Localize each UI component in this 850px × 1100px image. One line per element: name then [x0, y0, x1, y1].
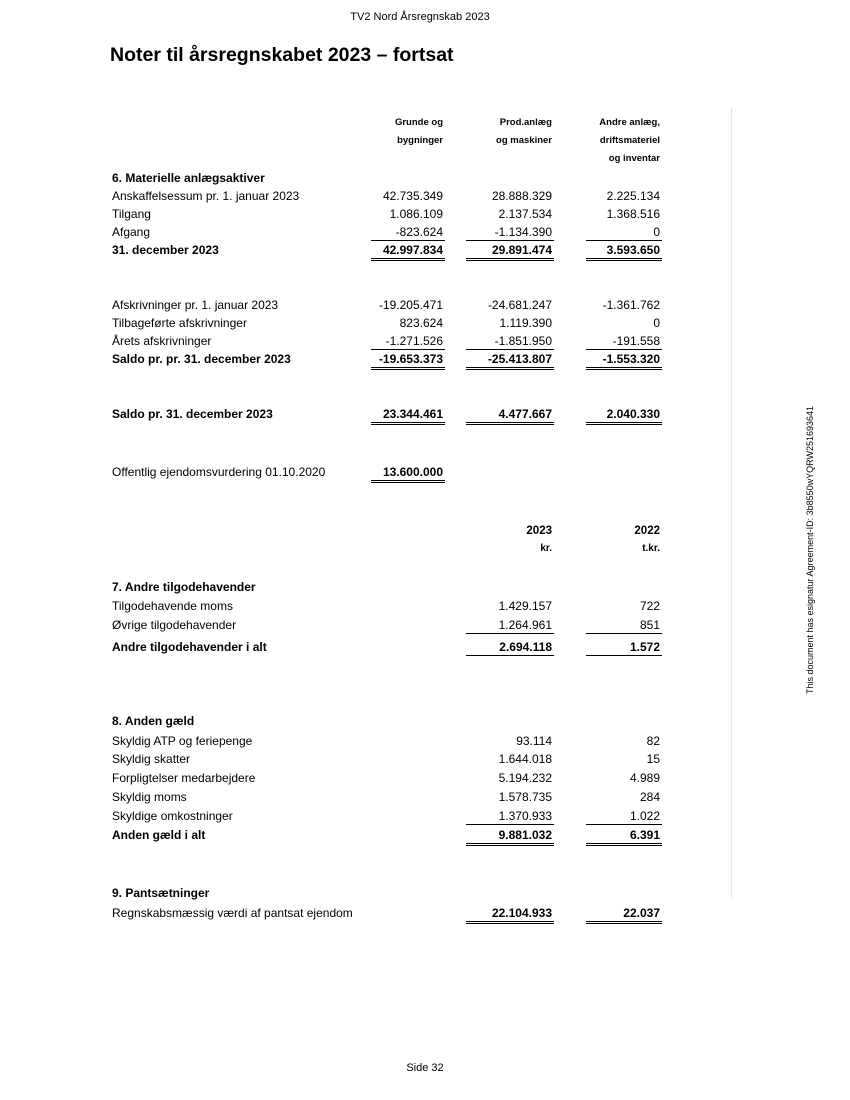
cell-value: 4.989	[629, 771, 660, 785]
cell-value: 1.429.157	[498, 599, 552, 613]
cell-value: 13.600.000	[371, 463, 445, 483]
cell-value: -25.413.807	[466, 350, 554, 370]
row-label: Saldo pr. pr. 31. december 2023	[112, 352, 291, 366]
cell-value: 4.477.667	[466, 405, 554, 425]
cell-value: 6.391	[586, 826, 662, 846]
row-label: Tilgang	[112, 207, 151, 221]
row-label: Afskrivninger pr. 1. januar 2023	[112, 298, 279, 312]
row-label: Regnskabsmæssig værdi af pantsat ejendom	[112, 906, 353, 920]
cell-value: -1.851.950	[466, 332, 554, 350]
row-label: Skyldig skatter	[112, 752, 191, 766]
cell-value: 29.891.474	[466, 241, 554, 261]
cell-value: 9.881.032	[466, 826, 554, 846]
row-label: Skyldig ATP og feriepenge	[112, 734, 253, 748]
row-label: Skyldig moms	[112, 790, 187, 804]
cell-value: -1.553.320	[586, 350, 662, 370]
cell-value: 1.264.961	[466, 616, 554, 634]
cell-value: -1.361.762	[602, 298, 660, 312]
cell-value: 0	[653, 316, 660, 330]
row-label: Forpligtelser medarbejdere	[112, 771, 256, 785]
cell-value: 42.997.834	[371, 241, 445, 261]
cell-value: -19.653.373	[371, 350, 445, 370]
cell-value: 851	[586, 616, 662, 634]
cell-value: 28.888.329	[491, 189, 552, 203]
cell-value: 1.370.933	[466, 807, 554, 825]
cell-value: 2.694.118	[466, 638, 554, 656]
page-number: Side 32	[406, 1062, 444, 1074]
year-header-current: 2023 kr.	[526, 525, 552, 554]
row-label: Skyldige omkostninger	[112, 809, 233, 823]
cell-value: 82	[646, 734, 660, 748]
cell-value: 722	[639, 599, 660, 613]
esignatur-agreement-text: This document has esignatur Agreement-ID: 3b8550wYQRW251693641	[805, 405, 815, 695]
row-label: Andre tilgodehavender i alt	[112, 640, 267, 654]
col-header-buildings: Grunde og bygninger	[394, 117, 443, 146]
cell-value: 15	[646, 752, 660, 766]
cell-value: -1.271.526	[371, 332, 445, 350]
cell-value: 22.104.933	[466, 904, 554, 924]
note7-title: 7. Andre tilgodehavender	[112, 580, 256, 594]
cell-value: -823.624	[371, 223, 445, 241]
note9-title: 9. Pantsætninger	[112, 886, 210, 900]
cell-value: 2.225.134	[606, 189, 660, 203]
row-label: Årets afskrivninger	[112, 334, 212, 348]
cell-value: 284	[639, 790, 660, 804]
cell-value: -24.681.247	[487, 298, 552, 312]
row-label: Anskaffelsessum pr. 1. januar 2023	[112, 189, 300, 203]
cell-value: 1.368.516	[606, 207, 660, 221]
row-label: Saldo pr. 31. december 2023	[112, 407, 273, 421]
cell-value: 3.593.650	[586, 241, 662, 261]
cell-value: 2.137.534	[498, 207, 552, 221]
cell-value: 1.644.018	[498, 752, 552, 766]
cell-value: -191.558	[586, 332, 662, 350]
cell-value: -1.134.390	[466, 223, 554, 241]
cell-value: 1.022	[586, 807, 662, 825]
note6-title: 6. Materielle anlægsaktiver	[112, 171, 265, 185]
row-label: Tilbageførte afskrivninger	[112, 316, 247, 330]
cell-value: 1.578.735	[498, 790, 552, 804]
cell-value: 42.735.349	[382, 189, 443, 203]
cell-value: 2.040.330	[586, 405, 662, 425]
cell-value: 1.119.390	[499, 316, 552, 330]
row-label: Tilgodehavende moms	[112, 599, 233, 613]
cell-value: 0	[586, 223, 662, 241]
cell-value: 22.037	[586, 904, 662, 924]
row-label: Anden gæld i alt	[112, 828, 206, 842]
margin-guide	[731, 108, 732, 898]
page-header: TV2 Nord Årsregnskab 2023	[350, 11, 490, 23]
year-header-previous: 2022 t.kr.	[634, 525, 660, 554]
page-title: Noter til årsregnskabet 2023 – fortsat	[110, 44, 454, 66]
cell-value: 1.572	[586, 638, 662, 656]
row-label: Afgang	[112, 225, 151, 239]
col-header-production: Prod.anlæg og maskiner	[496, 117, 552, 146]
cell-value: 1.086.109	[389, 207, 443, 221]
note8-title: 8. Anden gæld	[112, 714, 195, 728]
row-label: Offentlig ejendomsvurdering 01.10.2020	[112, 465, 326, 479]
cell-value: 5.194.232	[498, 771, 552, 785]
cell-value: 23.344.461	[371, 405, 445, 425]
cell-value: 93.114	[516, 734, 552, 748]
row-label: 31. december 2023	[112, 243, 219, 257]
cell-value: 823.624	[399, 316, 443, 330]
cell-value: -19.205.471	[378, 298, 443, 312]
col-header-other-equipment: Andre anlæg, driftsmateriel og inventar	[599, 117, 660, 164]
row-label: Øvrige tilgodehavender	[112, 618, 237, 632]
